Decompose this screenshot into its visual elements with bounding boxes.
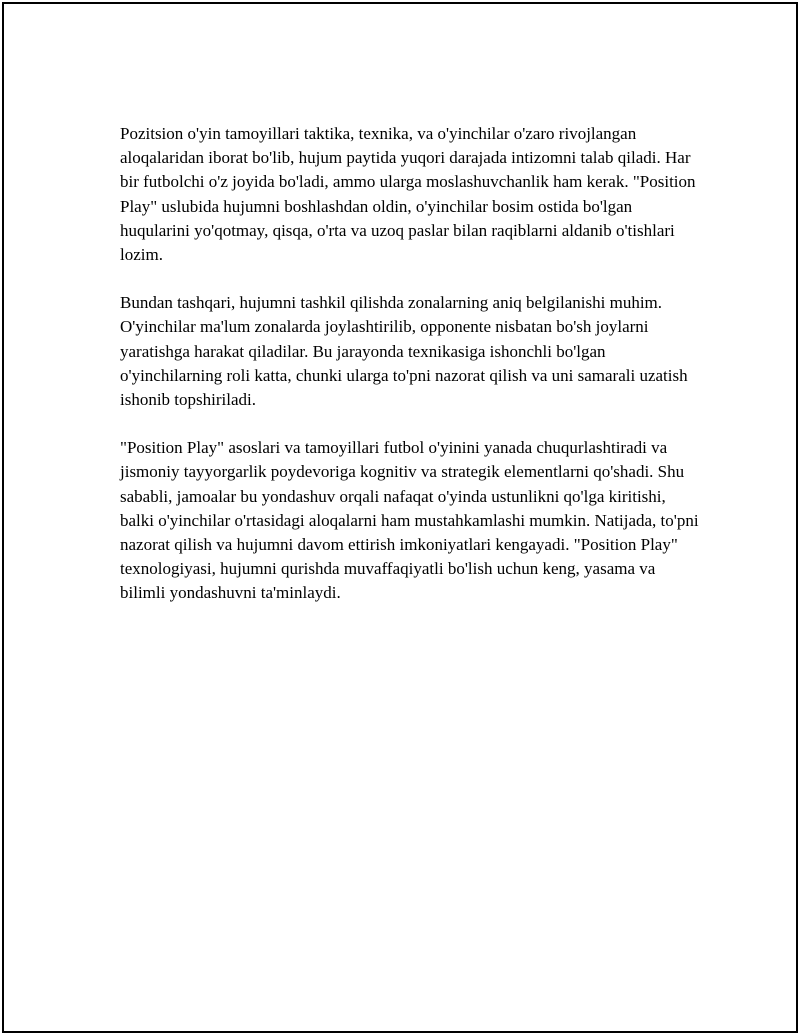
page-frame: [2, 2, 798, 1033]
document-body: [120, 122, 700, 630]
paragraph-1: Pozitsion o'yin tamoyillari taktika, texnika, va o'yinchilar o'zaro rivojlangan aloqalaridan iborat bo'lib, hujum paytida yuqori darajada intizomni talab qiladi. Har bir futbolchi o'z joyida bo'ladi, ammo ularga moslashuvchanlik ham kerak. "Position Play" uslubida hujumni boshlashdan oldin, o'yinchilar bosim ostida bo'lgan huqularini yo'qotmay, qisqa, o'rta va uzoq paslar bilan raqiblarni aldanib o'tishlari lozim.: [120, 124, 696, 265]
paragraph-2: Bundan tashqari, hujumni tashkil qilishda zonalarning aniq belgilanishi muhim. O'yinchilar ma'lum zonalarda joylashtirilib, opponente nisbatan bo'sh joylarni yaratishga harakat qiladilar. Bu jarayonda texnikasiga ishonchli bo'lgan o'yinchilarning roli katta, chunki ularga to'pni nazorat qilish va uni samarali uzatish ishonib topshiriladi.: [120, 293, 688, 410]
paragraph-3: "Position Play" asoslari va tamoyillari futbol o'yinini yanada chuqurlashtiradi va jismoniy tayyorgarlik poydevoriga kognitiv va strategik elementlarni qo'shadi. Shu sababli, jamoalar bu yondashuv orqali nafaqat o'yinda ustunlikni qo'lga kiritishi, balki o'yinchilar o'rtasidagi aloqalarni ham mustahkamlashi mumkin. Natijada, to'pni nazorat qilish va hujumni davom ettirish imkoniyatlari kengayadi. "Position Play" texnologiyasi, hujumni qurishda muvaffaqiyatli bo'lish uchun keng, yasama va bilimli yondashuvni ta'minlaydi.: [120, 438, 699, 603]
